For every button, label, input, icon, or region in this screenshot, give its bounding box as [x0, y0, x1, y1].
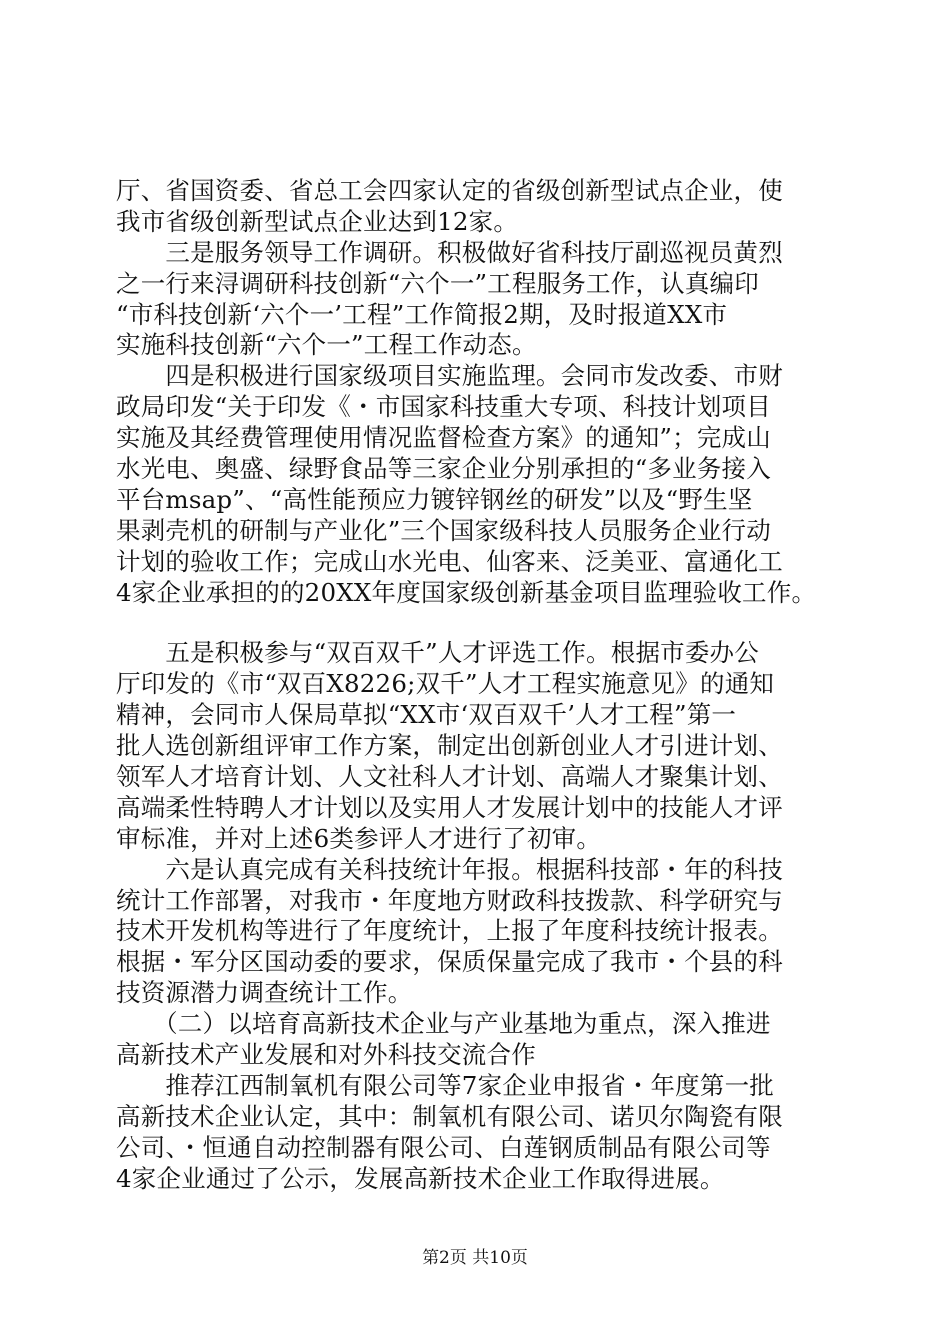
text-line: 四是积极进行国家级项目实施监理。会同市发改委、市财	[116, 361, 783, 391]
text-line: （二）以培育高新技术企业与产业基地为重点，深入推进	[116, 1009, 771, 1039]
text-line: 实施科技创新“六个一”工程工作动态。	[116, 330, 537, 360]
text-line: 厅、省国资委、省总工会四家认定的省级创新型试点企业，使	[116, 176, 783, 205]
text-line: 我市省级创新型试点企业达到12家。	[116, 206, 519, 236]
text-line: 4家企业通过了公示，发展高新技术企业工作取得进展。	[116, 1163, 725, 1193]
text-line: 高新技术企业认定，其中：制氧机有限公司、诺贝尔陶瓷有限	[116, 1101, 783, 1131]
text-line: 审标准，并对上述6类参评人才进行了初审。	[116, 823, 602, 853]
text-line: 技术开发机构等进行了年度统计，上报了年度科技统计报表。	[116, 916, 783, 946]
text-line: 高新技术产业发展和对外科技交流合作	[116, 1040, 536, 1070]
text-line: 水光电、奥盛、绿野食品等三家企业分别承担的“多业务接入	[116, 454, 771, 484]
text-line: 推荐江西制氧机有限公司等7家企业申报省・年度第一批	[116, 1070, 774, 1100]
text-line: 批人选创新组评审工作方案，制定出创新创业人才引进计划、	[116, 731, 783, 761]
text-line: 统计工作部署，对我市・年度地方财政科技拨款、科学研究与	[116, 885, 783, 915]
text-line: “市科技创新‘六个一’工程”工作简报2期，及时报道XX市	[116, 299, 728, 329]
text-line: 精神，会同市人保局草拟“XX市‘双百双千’人才工程”第一	[116, 700, 737, 730]
text-line: 厅印发的《市“双百X8226;双千”人才工程实施意见》的通知	[116, 669, 775, 699]
paragraph-gap	[116, 608, 846, 638]
text-line: 公司、・恒通自动控制器有限公司、白莲钢质制品有限公司等	[116, 1132, 771, 1162]
text-line: 技资源潜力调查统计工作。	[116, 978, 413, 1008]
text-line: 高端柔性特聘人才计划以及实用人才发展计划中的技能人才评	[116, 792, 783, 822]
text-line: 政局印发“关于印发《・市国家科技重大专项、科技计划项目	[116, 392, 771, 422]
page-number-footer: 第2页 共10页	[422, 1248, 528, 1268]
text-line: 领军人才培育计划、人文社科人才计划、高端人才聚集计划、	[116, 762, 783, 792]
text-line: 五是积极参与“双百双千”人才评选工作。根据市委办公	[116, 638, 759, 668]
document-body	[116, 176, 846, 1195]
text-line: 4家企业承担的的20XX年度国家级创新基金项目监理验收工作。	[116, 577, 817, 607]
text-line: 之一行来浔调研科技创新“六个一”工程服务工作，认真编印	[116, 268, 759, 298]
text-line: 根据・军分区国动委的要求，保质保量完成了我市・个县的科	[116, 947, 783, 977]
text-line: 计划的验收工作；完成山水光电、仙客来、泛美亚、富通化工	[116, 546, 783, 576]
text-line: 果剥壳机的研制与产业化”三个国家级科技人员服务企业行动	[116, 515, 771, 545]
text-line: 六是认真完成有关科技统计年报。根据科技部・年的科技	[116, 854, 783, 884]
text-line: 实施及其经费管理使用情况监督检查方案》的通知”；完成山	[116, 423, 771, 453]
text-line: 三是服务领导工作调研。积极做好省科技厅副巡视员黄烈	[116, 237, 783, 267]
text-line: 平台msap”、“高性能预应力镀锌钢丝的研发”以及“野生坚	[116, 484, 753, 514]
